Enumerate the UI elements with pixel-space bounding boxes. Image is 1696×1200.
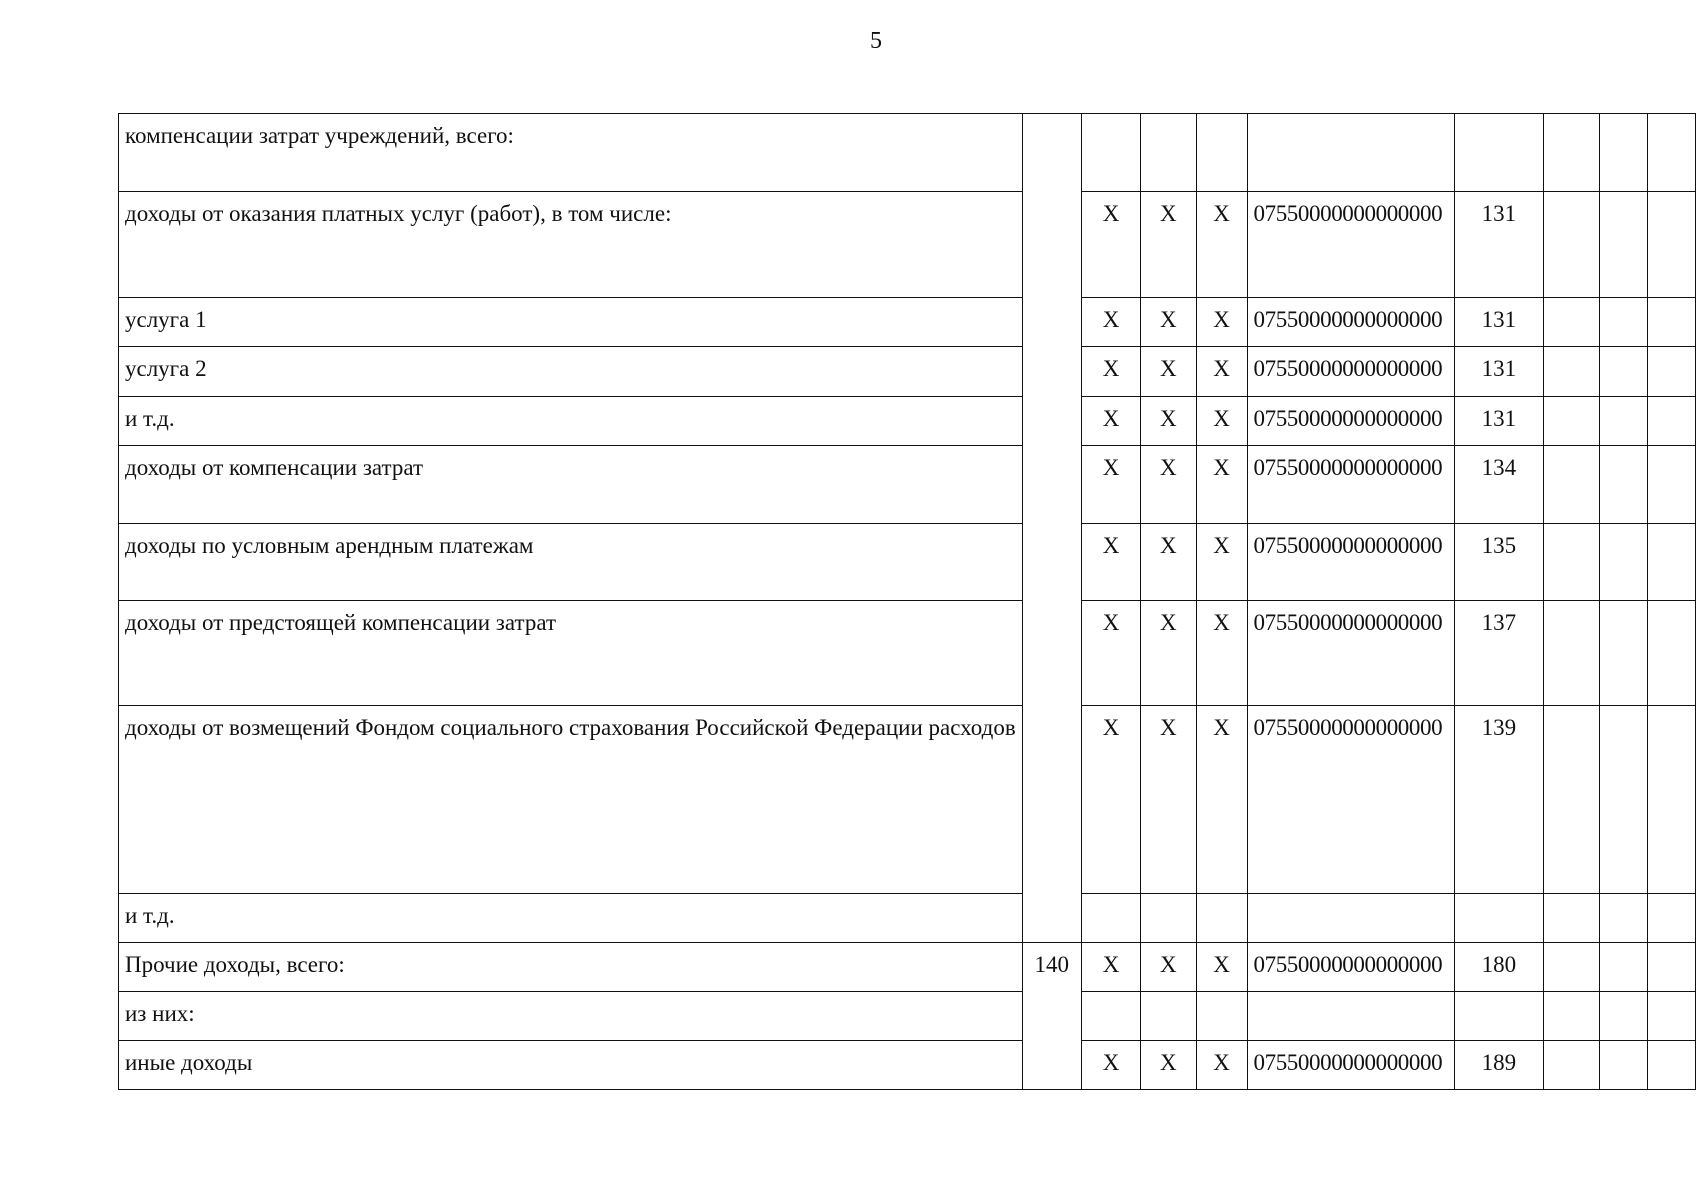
empty-cell xyxy=(1647,192,1695,298)
row-label: и т.д. xyxy=(119,397,1023,446)
table-row xyxy=(119,1041,1696,1090)
x-mark: X xyxy=(1196,706,1247,894)
empty-cell xyxy=(1544,706,1600,894)
classification-code: 07550000000000000 xyxy=(1247,397,1454,446)
kosgu-code: 139 xyxy=(1454,706,1544,894)
x-mark: X xyxy=(1196,298,1247,347)
empty-cell xyxy=(1599,992,1647,1041)
x-mark xyxy=(1081,992,1140,1041)
empty-cell xyxy=(1647,397,1695,446)
x-mark xyxy=(1141,992,1197,1041)
x-mark xyxy=(1141,114,1197,192)
x-mark: X xyxy=(1141,601,1197,706)
x-mark: X xyxy=(1196,446,1247,524)
table-row xyxy=(119,397,1696,446)
x-mark: X xyxy=(1141,347,1197,397)
classification-code: 07550000000000000 xyxy=(1247,524,1454,601)
x-mark: X xyxy=(1141,1041,1197,1090)
x-mark: X xyxy=(1141,298,1197,347)
classification-code xyxy=(1247,114,1454,192)
classification-code xyxy=(1247,894,1454,943)
empty-cell xyxy=(1647,601,1695,706)
x-mark: X xyxy=(1196,347,1247,397)
empty-cell xyxy=(1599,298,1647,347)
kosgu-code xyxy=(1454,992,1544,1041)
kosgu-code: 134 xyxy=(1454,446,1544,524)
empty-cell xyxy=(1647,114,1695,192)
table-row xyxy=(119,894,1696,943)
empty-cell xyxy=(1544,894,1600,943)
empty-cell xyxy=(1599,524,1647,601)
empty-cell xyxy=(1599,1041,1647,1090)
kosgu-code: 135 xyxy=(1454,524,1544,601)
line-code-cell: 140 xyxy=(1022,943,1081,1090)
empty-cell xyxy=(1599,446,1647,524)
empty-cell xyxy=(1647,298,1695,347)
x-mark: X xyxy=(1196,1041,1247,1090)
classification-code: 07550000000000000 xyxy=(1247,298,1454,347)
classification-code: 07550000000000000 xyxy=(1247,943,1454,992)
empty-cell xyxy=(1647,446,1695,524)
x-mark xyxy=(1141,894,1197,943)
x-mark: X xyxy=(1196,397,1247,446)
table-row xyxy=(119,524,1696,601)
row-label: доходы от возмещений Фондом социального страхования Российской Федерации расходов xyxy=(119,706,1023,894)
empty-cell xyxy=(1544,114,1600,192)
income-table xyxy=(118,113,1696,1090)
empty-cell xyxy=(1647,524,1695,601)
x-mark: X xyxy=(1081,943,1140,992)
empty-cell xyxy=(1599,347,1647,397)
empty-cell xyxy=(1647,894,1695,943)
empty-cell xyxy=(1544,992,1600,1041)
row-label: доходы от предстоящей компенсации затрат xyxy=(119,601,1023,706)
empty-cell xyxy=(1544,1041,1600,1090)
empty-cell xyxy=(1599,943,1647,992)
empty-cell xyxy=(1599,192,1647,298)
table-row xyxy=(119,446,1696,524)
line-code-cell xyxy=(1022,114,1081,943)
empty-cell xyxy=(1599,894,1647,943)
table-row xyxy=(119,347,1696,397)
table-row xyxy=(119,706,1696,894)
kosgu-code: 131 xyxy=(1454,192,1544,298)
kosgu-code: 180 xyxy=(1454,943,1544,992)
x-mark xyxy=(1196,992,1247,1041)
empty-cell xyxy=(1647,992,1695,1041)
table-row xyxy=(119,114,1696,192)
kosgu-code: 189 xyxy=(1454,1041,1544,1090)
classification-code: 07550000000000000 xyxy=(1247,347,1454,397)
x-mark: X xyxy=(1081,397,1140,446)
row-label: услуга 1 xyxy=(119,298,1023,347)
classification-code: 07550000000000000 xyxy=(1247,601,1454,706)
empty-cell xyxy=(1544,298,1600,347)
classification-code: 07550000000000000 xyxy=(1247,706,1454,894)
row-label: услуга 2 xyxy=(119,347,1023,397)
classification-code xyxy=(1247,992,1454,1041)
empty-cell xyxy=(1544,601,1600,706)
empty-cell xyxy=(1544,347,1600,397)
empty-cell xyxy=(1544,192,1600,298)
row-label: доходы по условным арендным платежам xyxy=(119,524,1023,601)
empty-cell xyxy=(1647,943,1695,992)
x-mark: X xyxy=(1081,706,1140,894)
classification-code: 07550000000000000 xyxy=(1247,446,1454,524)
kosgu-code: 137 xyxy=(1454,601,1544,706)
kosgu-code xyxy=(1454,894,1544,943)
x-mark: X xyxy=(1081,298,1140,347)
x-mark: X xyxy=(1081,524,1140,601)
x-mark xyxy=(1196,894,1247,943)
x-mark: X xyxy=(1196,943,1247,992)
empty-cell xyxy=(1599,114,1647,192)
classification-code: 07550000000000000 xyxy=(1247,1041,1454,1090)
row-label: доходы от оказания платных услуг (работ), в том числе: xyxy=(119,192,1023,298)
table-row xyxy=(119,992,1696,1041)
x-mark: X xyxy=(1141,524,1197,601)
empty-cell xyxy=(1544,397,1600,446)
empty-cell xyxy=(1647,347,1695,397)
empty-cell xyxy=(1599,601,1647,706)
row-label: компенсации затрат учреждений, всего: xyxy=(119,114,1023,192)
classification-code: 07550000000000000 xyxy=(1247,192,1454,298)
empty-cell xyxy=(1647,1041,1695,1090)
kosgu-code xyxy=(1454,114,1544,192)
x-mark xyxy=(1081,894,1140,943)
x-mark: X xyxy=(1141,943,1197,992)
x-mark: X xyxy=(1196,192,1247,298)
x-mark: X xyxy=(1141,706,1197,894)
x-mark: X xyxy=(1141,397,1197,446)
x-mark xyxy=(1081,114,1140,192)
x-mark: X xyxy=(1196,524,1247,601)
kosgu-code: 131 xyxy=(1454,397,1544,446)
table-row xyxy=(119,192,1696,298)
row-label: иные доходы xyxy=(119,1041,1023,1090)
row-label: Прочие доходы, всего: xyxy=(119,943,1023,992)
x-mark: X xyxy=(1081,446,1140,524)
x-mark: X xyxy=(1081,1041,1140,1090)
kosgu-code: 131 xyxy=(1454,298,1544,347)
x-mark: X xyxy=(1081,601,1140,706)
empty-cell xyxy=(1544,524,1600,601)
page-number: 5 xyxy=(870,28,882,54)
table-row xyxy=(119,298,1696,347)
empty-cell xyxy=(1647,706,1695,894)
empty-cell xyxy=(1544,446,1600,524)
row-label: из них: xyxy=(119,992,1023,1041)
row-label: доходы от компенсации затрат xyxy=(119,446,1023,524)
kosgu-code: 131 xyxy=(1454,347,1544,397)
row-label: и т.д. xyxy=(119,894,1023,943)
x-mark: X xyxy=(1081,347,1140,397)
empty-cell xyxy=(1599,397,1647,446)
x-mark xyxy=(1196,114,1247,192)
empty-cell xyxy=(1544,943,1600,992)
x-mark: X xyxy=(1141,192,1197,298)
x-mark: X xyxy=(1196,601,1247,706)
table-row xyxy=(119,943,1696,992)
x-mark: X xyxy=(1081,192,1140,298)
table-row xyxy=(119,601,1696,706)
empty-cell xyxy=(1599,706,1647,894)
x-mark: X xyxy=(1141,446,1197,524)
